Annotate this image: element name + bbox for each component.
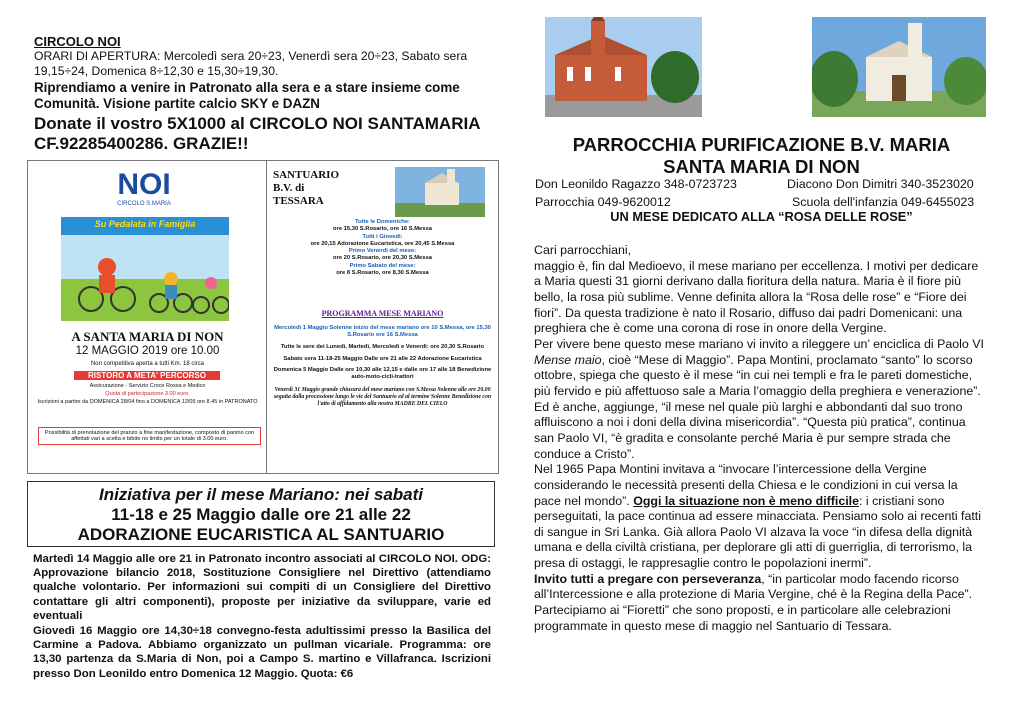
pedalata-place: A SANTA MARIA DI NON [71, 329, 224, 344]
pedalata-note: Non competitiva aperta a tutti Km. 18 circa [90, 361, 205, 367]
circolo-hours: ORARI DI APERTURA: Mercoledì sera 20÷23, Venerdì sera 20÷23, Sabato sera 19,15÷24, Domenica 8÷12,30 e 15,30÷19,30. [34, 49, 468, 79]
pedalata-date: 12 MAGGIO 2019 ore 10.00 [75, 345, 220, 357]
programma-title: PROGRAMMA MESE MARIANO [321, 309, 444, 318]
iniziativa-box [27, 481, 495, 547]
pedalata-flyer [27, 160, 268, 474]
santuario-flyer [266, 160, 499, 474]
note-convegno: Giovedì 16 Maggio ore 14,30÷18 convegno-festa adultissimi presso la Basilica del Carmine a Padova. Abbiamo organizzato un pullman vicariale. Programma: ore 13,30 partenza da S.Maria di Non, poi a Campo S. martino e Villafranca. Iscrizioni presso Don Leonildo entro Domenica 12 Maggio. Quota: €6 [33, 625, 491, 680]
pedalata-pranzo: Possibilità di prenotazione del pranzo a fine manifestazione, composto di panino con affettati vari a scelta e bibite no limits per un totale di 3.00 euro. [38, 427, 261, 445]
ristoro-badge: RISTORO A META' PERCORSO [74, 371, 220, 380]
letter-paragraph-2: Per vivere bene questo mese mariano vi invito a rileggere un’ enciclica di Paolo VI Mense maio, cioè “Mese di Maggio”. Papa Montini, proclamato “santo” lo scorso ottobre, spiega che questo è il mese “in cui nei templi e fra le pareti domestiche, più fervido e più affettuoso sale a Maria l’omaggio della preghiera e venerazione”. Ed è anche, aggiunge, “il mese nel quale più larghi e abbondanti dal suo trono affluiscono a noi i doni della divina misericordia”. “Questa più pratica”, continua san Paolo VI, “è gradita e consolante perché Maria è pur sempre strada che conduce a Cristo”. [534, 336, 984, 461]
circolo-invite: Riprendiamo a venire in Patronato alla sera e a stare insieme come Comunità. Visione partite calcio SKY e DAZN [34, 79, 460, 111]
letter-paragraph-1: maggio è, fin dal Medioevo, il mese mariano per eccellenza. I motivi per dedicare a Maria questi 31 giorni derivano dalla fioritura della natura. Maria è il fiore più bello, la rosa più sublime. Venne definita allora la “Rosa delle rose” e “Fiore dei fiori”. Da questa tradizione è nato il Rosario, diffuso dai padri Domenicani: una preghiera che è come una corona di rose in onore della Vergine. [534, 258, 979, 336]
letter-paragraph-3: Nel 1965 Papa Montini invitava a “invocare l’intercessione della Vergine considerando le necessità presenti della Chiesa e le condizioni in cui versa la pace nel mondo”. Oggi la situazione non è meno difficile: i cristiani sono perseguitati, la pace continua ad essere minacciata. Pensiamo solo ai recenti fatti di sangue in Sri Lanka. Già allora Paolo VI alzava la voce “in difesa della dignità umana e della civiltà cristiana, per deplorare gli atti di guerriglia, di terrorismo, la presa di ostaggi, le rappresaglie contro le popolazioni inermi”. [534, 462, 982, 571]
church-photo [545, 17, 702, 117]
note-assemblea: Martedì 14 Maggio alle ore 21 in Patronato incontro associati al CIRCOLO NOI. ODG: Approvazione bilancio 2018, Sostituzione Consigliere nel Direttivo (attendiamo qualche volontario. Per informazioni sui compiti di un Consigliere del Direttivo contattare gli altri componenti), proposte per iniziative da sviluppare, varie ed eventuali [33, 553, 491, 622]
programma-body: Mercoledì 1 Maggio Solenne inizio del mese mariano ore 10 S.Messa, ore 15,30 S.Rosario ore 16 S.Messa Tutte le sere dei Lunedì, Martedì, Mercoledì e Venerdì: ore 20,30 S.Rosario Sabato sera 11-18-25 Maggio Dalle ore 21 alle 22 Adorazione Eucaristica Domenica 5 Maggio Dalle ore 10,30 alle 12,15 e dalle ore 17 alle 18 Benedizione auto-moto-cicli-trattori Venerdì 31 Maggio grande chiusura del mese mariano con S.Messa Solenne alle ore 20.00 seguita dalla processione lungo le vie del Santuario ed al termine Solenne Benedizione con l'atto di affidamento alla nostra MADRE DEL CIELO [273, 325, 492, 408]
circolo-section [34, 34, 490, 154]
letter-greeting: Cari parrocchiani, [534, 243, 632, 257]
pedalata-banner: Su Pedalata in Famiglia [94, 219, 196, 229]
santuario-schedule: Tutte le Domeniche: ore 15,30 S.Rosario, ore 16 S.Messa Tutti i Giovedì: ore 20,15 Adorazione Eucaristica, ore 20,45 S.Messa Primo Venerdì del mese: ore 20 S.Rosario, ore 20,30 S.Messa Primo Sabato del mese: ore 8 S.Rosario, ore 8,30 S.Messa [310, 219, 455, 277]
circolo-donate: Donate il vostro 5X1000 al CIRCOLO NOI SANTAMARIA CF.92285400286. GRAZIE!! [34, 113, 480, 153]
pastoral-letter [534, 243, 984, 634]
mese-subtitle: UN MESE DEDICATO ALLA “ROSA DELLE ROSE” [610, 209, 913, 224]
notes-section [33, 552, 491, 681]
iniziativa-line1: Iniziativa per il mese Mariano: nei sabati [98, 485, 424, 504]
santuario-photo-large [812, 17, 986, 117]
iniziativa-line2: 11-18 e 25 Maggio dalle ore 21 alle 22 [111, 505, 411, 524]
contact-diacono: Diacono Don Dimitri 340-3523020 [787, 177, 974, 191]
noi-logo: NOI CIRCOLO S.MARIA [117, 168, 171, 207]
contact-parrocchia: Parrocchia 049-9620012 [535, 195, 671, 209]
pedalata-iscrizioni: Iscrizioni a partire da DOMENICA 28/04 fino a DOMENICA 12/05 ore 8.45 in PATRONATO [37, 399, 258, 405]
iniziativa-line3: ADORAZIONE EUCARISTICA AL SANTUARIO [77, 525, 445, 544]
circolo-title: CIRCOLO NOI [34, 34, 121, 49]
santuario-photo [395, 167, 485, 217]
cyclists-illustration [61, 217, 229, 321]
parrocchia-subtitle: SANTA MARIA DI NON [663, 156, 860, 177]
contact-parroco: Don Leonildo Ragazzo 348-0723723 [535, 177, 737, 191]
letter-paragraph-4: Invito tutti a pregare con perseveranza, “in particolar modo facendo ricorso all’Intercessione e alla protezione di Maria Vergine, ché è la Regina della Pace”. Partecipiamo ai “Fioretti” che sono proposti, e in particolare alle celebrazioni programmate in questo mese di maggio nel Santuario di Tessara. [534, 571, 973, 633]
contact-scuola: Scuola dell'infanzia 049-6455023 [792, 195, 975, 209]
pedalata-quota: Quota di partecipazione 3.00 euro. [105, 391, 190, 397]
pedalata-insurance: Assicurazione - Servizio Croce Rossa e Medico [89, 383, 206, 389]
santuario-title: SANTUARIO B.V. di TESSARA [273, 169, 340, 207]
parrocchia-heading [530, 134, 993, 178]
parrocchia-title: PARROCCHIA PURIFICAZIONE B.V. MARIA [572, 134, 951, 155]
